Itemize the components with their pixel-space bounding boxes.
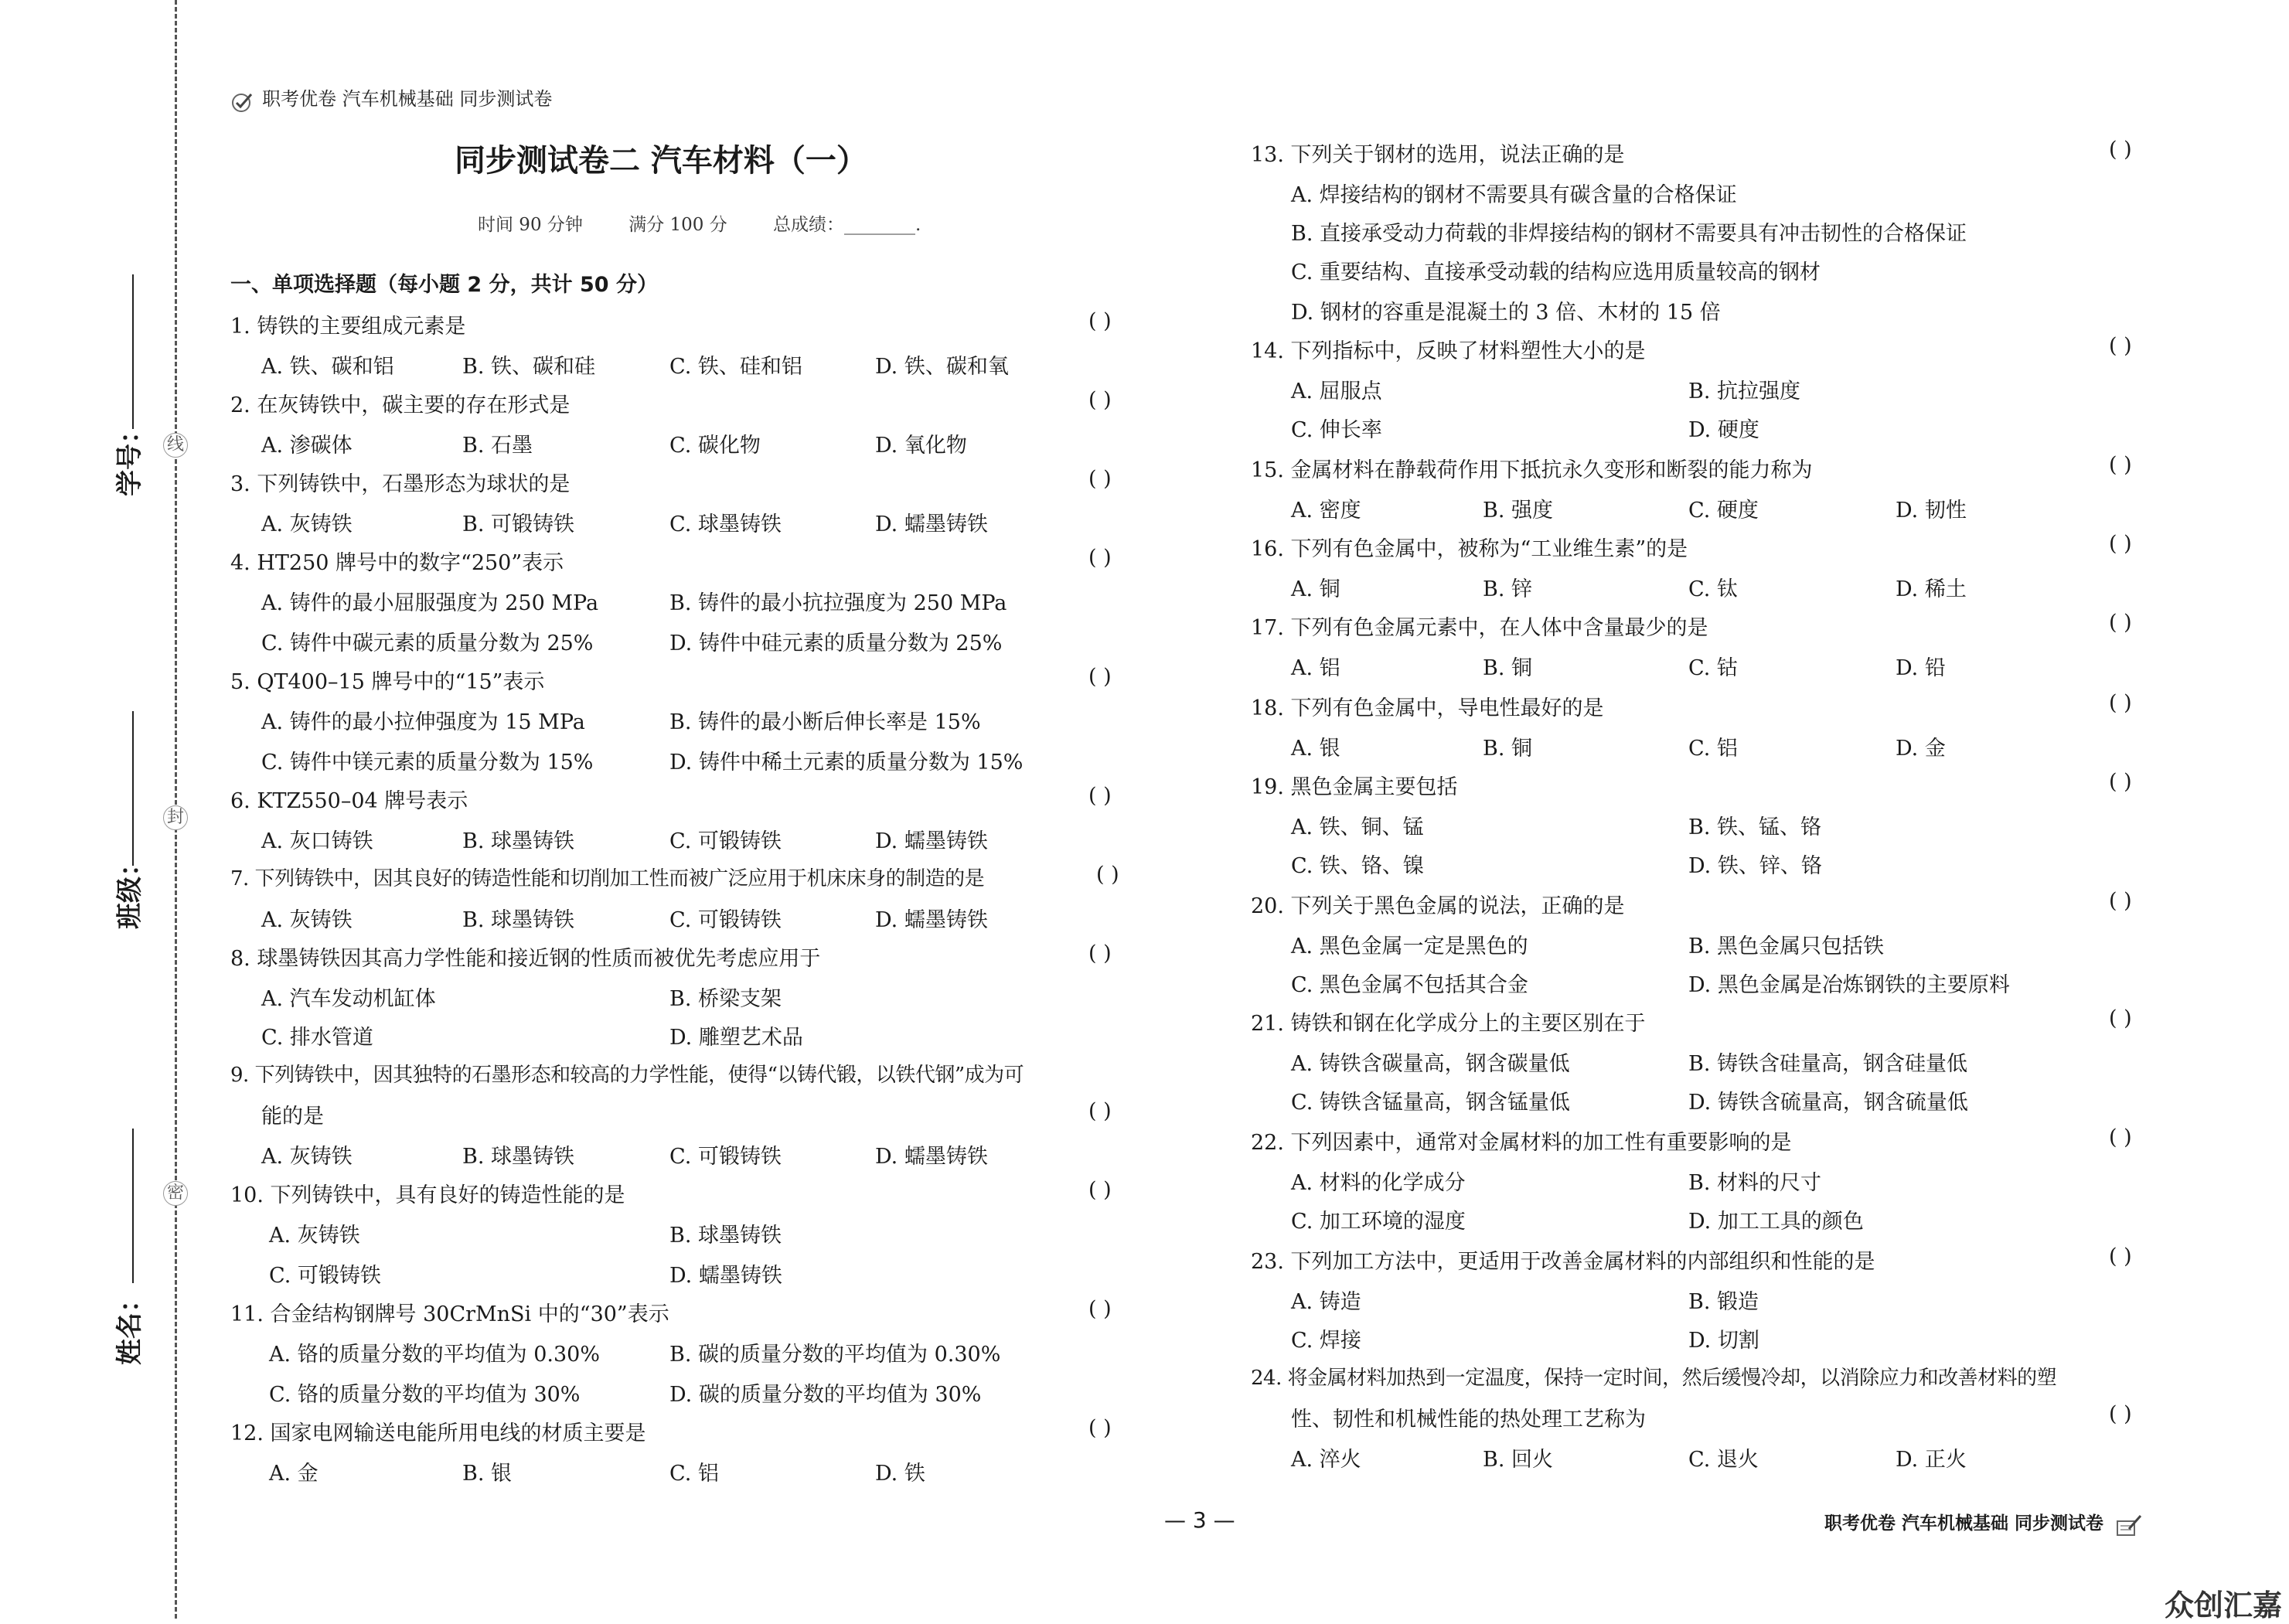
option-d[interactable]: D. 硬度 — [1688, 418, 1759, 442]
option-d[interactable]: D. 氧化物 — [875, 434, 967, 458]
option-c[interactable]: C. 钴 — [1688, 656, 1738, 680]
option-b[interactable]: B. 铜 — [1483, 737, 1533, 761]
question-stem: 8. 球墨铸铁因其高力学性能和接近钢的性质而被优先考虑应用于 — [230, 947, 821, 971]
answer-parentheses[interactable]: ( ) — [1088, 309, 1112, 333]
option-b[interactable]: B. 直接承受动力荷载的非焊接结构的钢材不需要具有冲击韧性的合格保证 — [1291, 222, 1967, 246]
option-c[interactable]: C. 伸长率 — [1291, 418, 1382, 442]
option-c[interactable]: C. 黑色金属不包括其合金 — [1291, 973, 1528, 997]
option-b[interactable]: B. 可锻铸铁 — [462, 512, 575, 536]
answer-parentheses[interactable]: ( ) — [1096, 863, 1119, 887]
option-d[interactable]: D. 切割 — [1688, 1329, 1759, 1353]
page-title: 同步测试卷二 汽车材料（一） — [455, 143, 867, 179]
page-number: — 3 — — [1164, 1507, 1235, 1533]
option-c[interactable]: C. 铬的质量分数的平均值为 30% — [269, 1383, 581, 1407]
option-c[interactable]: C. 硬度 — [1688, 499, 1759, 523]
option-b[interactable]: B. 铜 — [1483, 656, 1533, 680]
option-a[interactable]: A. 铁、铜、锰 — [1291, 815, 1424, 839]
question-stem: 21. 铸铁和钢在化学成分上的主要区别在于 — [1251, 1012, 1646, 1036]
student-no-label: 学号： — [114, 417, 145, 496]
question-stem: 3. 下列铸铁中，石墨形态为球状的是 — [230, 472, 571, 496]
option-d[interactable]: D. 蠕墨铸铁 — [875, 908, 988, 932]
option-d[interactable]: D. 铁 — [875, 1462, 925, 1486]
answer-parentheses[interactable]: ( ) — [1088, 1416, 1112, 1440]
answer-parentheses[interactable]: ( ) — [1088, 941, 1112, 965]
question-stem: 10. 下列铸铁中，具有良好的铸造性能的是 — [230, 1183, 625, 1207]
option-d[interactable]: D. 蠕墨铸铁 — [875, 512, 988, 536]
question-stem: 19. 黑色金属主要包括 — [1251, 775, 1458, 799]
option-a[interactable]: A. 密度 — [1291, 499, 1361, 523]
watermark: 众创汇嘉 — [2165, 1588, 2283, 1622]
option-c[interactable]: C. 铸件中镁元素的质量分数为 15% — [261, 751, 594, 775]
option-b[interactable]: B. 球墨铸铁 — [669, 1224, 782, 1248]
option-a[interactable]: A. 灰铸铁 — [261, 1145, 353, 1169]
answer-parentheses[interactable]: ( ) — [2109, 138, 2132, 162]
name-label: 姓名： — [114, 1286, 145, 1365]
option-c[interactable]: C. 铝 — [669, 1462, 719, 1486]
option-a[interactable]: A. 汽车发动机缸体 — [261, 987, 436, 1011]
option-b[interactable]: B. 回火 — [1483, 1448, 1554, 1472]
option-a[interactable]: A. 铁、碳和铝 — [261, 355, 394, 379]
option-c[interactable]: C. 钛 — [1688, 577, 1738, 601]
answer-parentheses[interactable]: ( ) — [1088, 1099, 1112, 1123]
question-stem: 5. QT400–15 牌号中的“15”表示 — [230, 670, 545, 694]
option-a[interactable]: A. 灰铸铁 — [261, 908, 353, 932]
question-stem: 23. 下列加工方法中，更适用于改善金属材料的内部组织和性能的是 — [1251, 1250, 1875, 1274]
answer-parentheses[interactable]: ( ) — [2109, 889, 2132, 913]
option-d[interactable]: D. 蠕墨铸铁 — [875, 829, 988, 853]
option-d[interactable]: D. 铸铁含硫量高，钢含硫量低 — [1688, 1091, 1968, 1115]
option-b[interactable]: B. 铁、碳和硅 — [462, 355, 596, 379]
option-d[interactable]: D. 正火 — [1896, 1448, 1967, 1472]
question-stem: 2. 在灰铸铁中，碳主要的存在形式是 — [230, 393, 571, 417]
option-b[interactable]: B. 抗拉强度 — [1688, 380, 1801, 403]
option-d[interactable]: D. 蠕墨铸铁 — [669, 1264, 782, 1288]
option-b[interactable]: B. 铸件的最小断后伸长率是 15% — [669, 710, 981, 734]
option-d[interactable]: D. 钢材的容重是混凝土的 3 倍、木材的 15 倍 — [1291, 301, 1721, 325]
option-b[interactable]: B. 铸铁含硅量高，钢含硅量低 — [1688, 1052, 1968, 1076]
option-b[interactable]: B. 锻造 — [1688, 1290, 1759, 1314]
option-b[interactable]: B. 球墨铸铁 — [462, 1145, 575, 1169]
option-d[interactable]: D. 铁、锌、铬 — [1688, 854, 1822, 878]
option-a[interactable]: A. 铝 — [1291, 656, 1340, 680]
option-d[interactable]: D. 黑色金属是冶炼钢铁的主要原料 — [1688, 973, 2010, 997]
option-a[interactable]: A. 银 — [1291, 737, 1340, 761]
binding-mark-tight: 密 — [163, 1181, 188, 1206]
answer-parentheses[interactable]: ( ) — [1088, 665, 1112, 689]
student-no-fill-line[interactable] — [132, 274, 134, 429]
option-a[interactable]: A. 灰铸铁 — [269, 1224, 360, 1248]
answer-parentheses[interactable]: ( ) — [1088, 1297, 1112, 1321]
binding-mark-line: 线 — [163, 433, 188, 458]
exam-time: 时间 90 分钟 — [478, 215, 583, 235]
answer-parentheses[interactable]: ( ) — [2109, 532, 2132, 556]
option-c[interactable]: C. 铁、硅和铝 — [669, 355, 802, 379]
class-fill-line[interactable] — [132, 711, 134, 866]
option-b[interactable]: B. 材料的尺寸 — [1688, 1171, 1822, 1195]
option-a[interactable]: A. 铜 — [1291, 577, 1340, 601]
exam-total-score[interactable]: 总成绩：________. — [773, 215, 921, 235]
question-stem: 11. 合金结构钢牌号 30CrMnSi 中的“30”表示 — [230, 1302, 669, 1326]
option-c[interactable]: C. 可锻铸铁 — [669, 908, 782, 932]
option-d[interactable]: D. 雕塑艺术品 — [669, 1026, 803, 1050]
option-b[interactable]: B. 银 — [462, 1462, 513, 1486]
option-a[interactable]: A. 铸铁含碳量高，钢含碳量低 — [1291, 1052, 1570, 1076]
answer-parentheses[interactable]: ( ) — [1088, 784, 1112, 808]
option-c[interactable]: C. 球墨铸铁 — [669, 512, 782, 536]
option-c[interactable]: C. 铸铁含锰量高，钢含锰量低 — [1291, 1091, 1570, 1115]
binding-mark-seal: 封 — [163, 805, 188, 830]
answer-parentheses[interactable]: ( ) — [1088, 388, 1112, 412]
option-d[interactable]: D. 加工工具的颜色 — [1688, 1210, 1864, 1234]
answer-parentheses[interactable]: ( ) — [2109, 334, 2132, 358]
option-d[interactable]: D. 铸件中稀土元素的质量分数为 15% — [669, 751, 1024, 775]
option-c[interactable]: C. 可锻铸铁 — [669, 1145, 782, 1169]
question-stem: 17. 下列有色金属元素中，在人体中含量最少的是 — [1251, 616, 1708, 640]
question-stem: 18. 下列有色金属中，导电性最好的是 — [1251, 696, 1604, 720]
option-a[interactable]: A. 焊接结构的钢材不需要具有碳含量的合格保证 — [1291, 183, 1737, 207]
option-b[interactable]: B. 球墨铸铁 — [462, 908, 575, 932]
option-c[interactable]: C. 可锻铸铁 — [669, 829, 782, 853]
option-d[interactable]: D. 铅 — [1896, 656, 1946, 680]
answer-parentheses[interactable]: ( ) — [1088, 546, 1112, 570]
option-c[interactable]: C. 排水管道 — [261, 1026, 373, 1050]
option-d[interactable]: D. 铁、碳和氧 — [875, 355, 1009, 379]
option-a[interactable]: A. 铸造 — [1291, 1290, 1361, 1314]
option-b[interactable]: B. 铁、锰、铬 — [1688, 815, 1822, 839]
option-c[interactable]: C. 铝 — [1688, 737, 1738, 761]
option-d[interactable]: D. 韧性 — [1896, 499, 1967, 523]
question-stem: 15. 金属材料在静载荷作用下抵抗永久变形和断裂的能力称为 — [1251, 458, 1813, 482]
option-c[interactable]: C. 碳化物 — [669, 434, 761, 458]
footer-brand: 职考优卷 汽车机械基础 同步测试卷 — [1824, 1513, 2104, 1534]
option-d[interactable]: D. 铸件中硅元素的质量分数为 25% — [669, 632, 1003, 655]
name-fill-line[interactable] — [132, 1129, 134, 1283]
question-stem: 16. 下列有色金属中，被称为“工业维生素”的是 — [1251, 537, 1688, 561]
answer-parentheses[interactable]: ( ) — [1088, 1178, 1112, 1202]
question-stem: 13. 下列关于钢材的选用，说法正确的是 — [1251, 143, 1625, 167]
option-a[interactable]: A. 材料的化学成分 — [1291, 1171, 1466, 1195]
option-c[interactable]: C. 加工环境的湿度 — [1291, 1210, 1466, 1234]
question-stem: 4. HT250 牌号中的数字“250”表示 — [230, 551, 564, 575]
answer-parentheses[interactable]: ( ) — [2109, 453, 2132, 477]
answer-parentheses[interactable]: ( ) — [2109, 1125, 2132, 1149]
question-stem: 14. 下列指标中，反映了材料塑性大小的是 — [1251, 339, 1646, 363]
option-a[interactable]: A. 铸件的最小屈服强度为 250 MPa — [261, 591, 599, 615]
header-series: 职考优卷 汽车机械基础 同步测试卷 — [262, 88, 553, 110]
question-stem: 24. 将金属材料加热到一定温度，保持一定时间，然后缓慢冷却，以消除应力和改善材料的塑 — [1251, 1367, 2057, 1390]
question-stem: 1. 铸铁的主要组成元素是 — [230, 315, 466, 339]
option-a[interactable]: A. 淬火 — [1291, 1448, 1361, 1472]
exam-meta — [478, 210, 961, 236]
option-d[interactable]: D. 蠕墨铸铁 — [875, 1145, 988, 1169]
option-a[interactable]: A. 黑色金属一定是黑色的 — [1291, 935, 1528, 958]
option-c[interactable]: C. 铸件中碳元素的质量分数为 25% — [261, 632, 594, 655]
option-b[interactable]: B. 锌 — [1483, 577, 1533, 601]
class-label: 班级： — [114, 850, 145, 929]
header-brand — [230, 83, 552, 114]
answer-parentheses[interactable]: ( ) — [2109, 770, 2132, 794]
answer-parentheses[interactable]: ( ) — [1088, 467, 1112, 491]
option-a[interactable]: A. 屈服点 — [1291, 380, 1382, 403]
option-b[interactable]: B. 强度 — [1483, 499, 1554, 523]
question-stem: 12. 国家电网输送电能所用电线的材质主要是 — [230, 1421, 646, 1445]
answer-parentheses[interactable]: ( ) — [2109, 1006, 2132, 1030]
option-c[interactable]: C. 退火 — [1688, 1448, 1759, 1472]
option-c[interactable]: C. 可锻铸铁 — [269, 1264, 381, 1288]
notebook-pen-icon — [2115, 1513, 2143, 1538]
option-c[interactable]: C. 焊接 — [1291, 1329, 1361, 1353]
question-stem: 6. KTZ550–04 牌号表示 — [230, 789, 468, 813]
option-c[interactable]: C. 铁、铬、镍 — [1291, 854, 1424, 878]
option-d[interactable]: D. 稀土 — [1896, 577, 1967, 601]
option-a[interactable]: A. 铸件的最小拉伸强度为 15 MPa — [261, 710, 585, 734]
exam-full-score: 满分 100 分 — [628, 215, 727, 235]
option-a[interactable]: A. 金 — [269, 1462, 318, 1486]
option-a[interactable]: A. 灰口铸铁 — [261, 829, 373, 853]
question-stem-continued: 能的是 — [261, 1105, 324, 1129]
answer-parentheses[interactable]: ( ) — [2109, 691, 2132, 715]
answer-parentheses[interactable]: ( ) — [2109, 1244, 2132, 1268]
section-title: 一、单项选择题（每小题 2 分，共计 50 分） — [230, 273, 658, 297]
option-a[interactable]: A. 铬的质量分数的平均值为 0.30% — [269, 1343, 601, 1367]
option-b[interactable]: B. 球墨铸铁 — [462, 829, 575, 853]
option-a[interactable]: A. 渗碳体 — [261, 434, 353, 458]
option-c[interactable]: C. 重要结构、直接承受动载的结构应选用质量较高的钢材 — [1291, 260, 1821, 284]
option-d[interactable]: D. 碳的质量分数的平均值为 30% — [669, 1383, 982, 1407]
question-stem-continued: 性、韧性和机械性能的热处理工艺称为 — [1291, 1408, 1646, 1432]
check-leaf-icon — [230, 90, 254, 114]
option-b[interactable]: B. 黑色金属只包括铁 — [1688, 935, 1885, 958]
footer-brand-group — [1824, 1509, 2143, 1538]
option-a[interactable]: A. 灰铸铁 — [261, 512, 353, 536]
answer-parentheses[interactable]: ( ) — [2109, 1402, 2132, 1426]
question-stem: 22. 下列因素中，通常对金属材料的加工性有重要影响的是 — [1251, 1131, 1792, 1155]
answer-parentheses[interactable]: ( ) — [2109, 611, 2132, 635]
question-stem: 7. 下列铸铁中，因其良好的铸造性能和切削加工性而被广泛应用于机床床身的制造的是 — [230, 867, 985, 890]
option-b[interactable]: B. 铸件的最小抗拉强度为 250 MPa — [669, 591, 1007, 615]
question-stem: 9. 下列铸铁中，因其独特的石墨形态和较高的力学性能，使得“以铸代锻，以铁代钢”成为可 — [230, 1064, 1024, 1087]
option-d[interactable]: D. 金 — [1896, 737, 1946, 761]
question-stem: 20. 下列关于黑色金属的说法，正确的是 — [1251, 894, 1625, 918]
option-b[interactable]: B. 桥梁支架 — [669, 987, 782, 1011]
option-b[interactable]: B. 石墨 — [462, 434, 533, 458]
option-b[interactable]: B. 碳的质量分数的平均值为 0.30% — [669, 1343, 1001, 1367]
